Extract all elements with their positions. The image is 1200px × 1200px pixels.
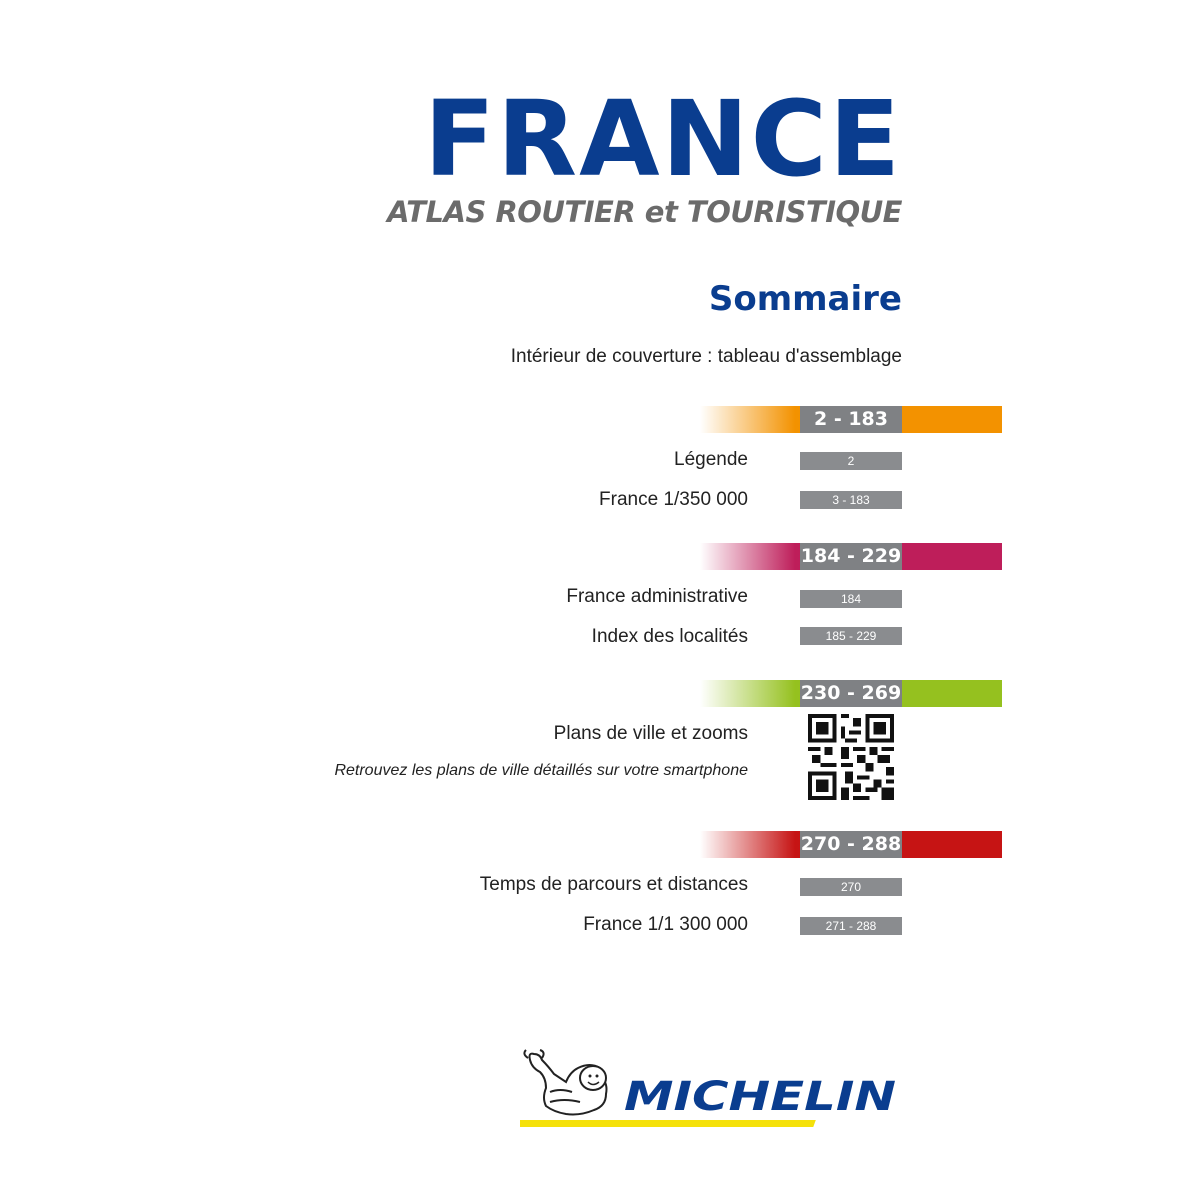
section-range: 2 - 183 bbox=[800, 406, 902, 433]
page-title: FRANCE bbox=[423, 78, 902, 200]
section-band-orange bbox=[700, 406, 1002, 433]
qr-code-icon[interactable] bbox=[808, 714, 894, 800]
contents-heading: Sommaire bbox=[708, 279, 902, 319]
bibendum-icon bbox=[524, 1050, 606, 1115]
entry-label: France administrative bbox=[566, 586, 748, 607]
entry-label: Index des localités bbox=[591, 626, 748, 647]
entry-pages: 184 bbox=[800, 590, 902, 608]
entry-pages: 185 - 229 bbox=[800, 627, 902, 645]
entry-label: Légende bbox=[674, 449, 748, 470]
section-range: 230 - 269 bbox=[800, 680, 902, 707]
cover-note: Intérieur de couverture : tableau d'assemblage bbox=[510, 346, 902, 367]
entry-label: Plans de ville et zooms bbox=[553, 723, 748, 744]
section-band-red bbox=[700, 831, 1002, 858]
entry-pages: 3 - 183 bbox=[800, 491, 902, 509]
entry-label: France 1/1 300 000 bbox=[583, 914, 748, 935]
section-range: 184 - 229 bbox=[800, 543, 902, 570]
entry-note: Retrouvez les plans de ville détaillés sur votre smartphone bbox=[334, 762, 748, 779]
entry-label: France 1/350 000 bbox=[599, 489, 748, 510]
entry-pages: 271 - 288 bbox=[800, 917, 902, 935]
entry-label: Temps de parcours et distances bbox=[479, 874, 748, 895]
entry-pages: 2 bbox=[800, 452, 902, 470]
section-range: 270 - 288 bbox=[800, 831, 902, 858]
section-band-green bbox=[700, 680, 1002, 707]
entry-pages: 270 bbox=[800, 878, 902, 896]
michelin-logo bbox=[520, 1048, 904, 1132]
page-subtitle: ATLAS ROUTIER et TOURISTIQUE bbox=[387, 195, 902, 229]
section-band-magenta bbox=[700, 543, 1002, 570]
brand-wordmark: MICHELIN bbox=[624, 1074, 896, 1120]
